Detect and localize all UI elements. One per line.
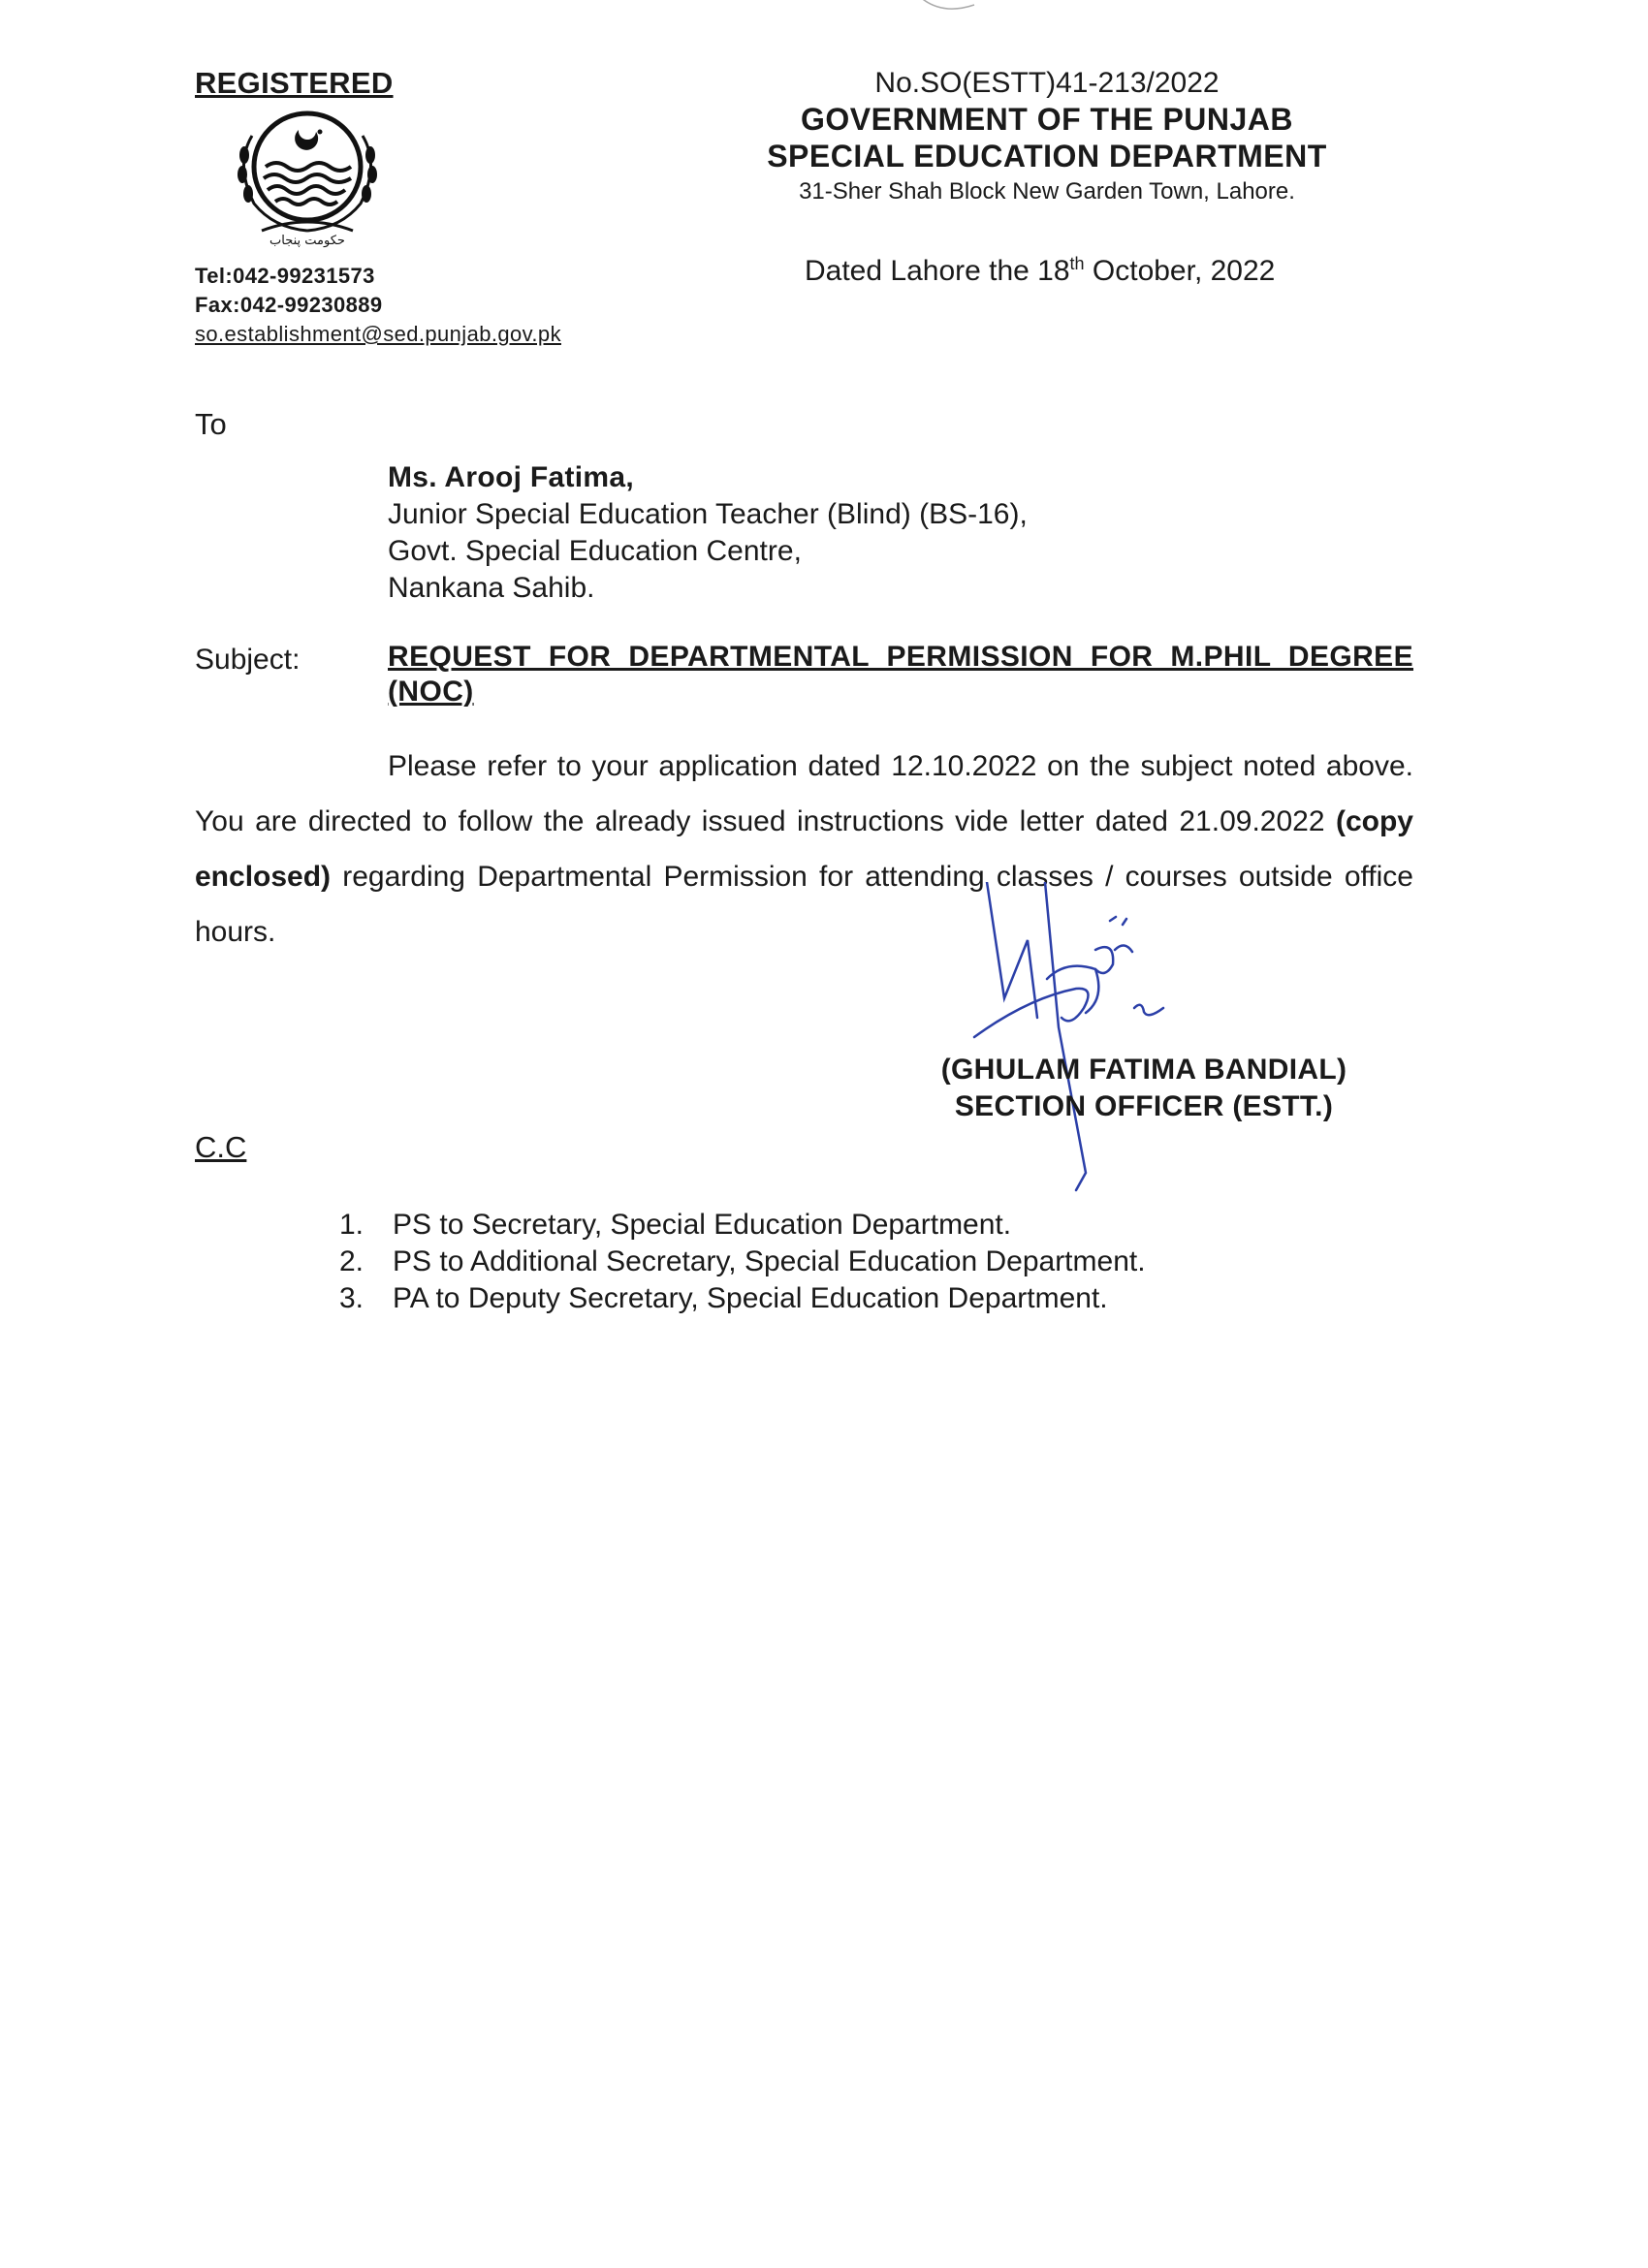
subject-label: Subject: (195, 644, 301, 676)
list-item: 3. PA to Deputy Secretary, Special Education Department. (339, 1282, 1108, 1314)
to-label: To (195, 407, 227, 441)
recipient-city: Nankana Sahib. (388, 572, 595, 604)
registered-label: REGISTERED (195, 66, 394, 100)
list-item: 1. PS to Secretary, Special Education Department. (339, 1209, 1012, 1241)
handwritten-signature (969, 882, 1202, 1192)
body-part-1: Please refer to your application dated 12.10.2022 on the subject noted above. You are directed to follow the already issued instructions vide letter dated 21.09.2022 (195, 750, 1413, 837)
telephone: Tel:042-99231573 (195, 264, 375, 288)
cc-list (339, 1207, 1146, 1317)
recipient-office: Govt. Special Education Centre, (388, 535, 802, 567)
recipient-address (388, 459, 1028, 607)
recipient-name: Ms. Arooj Fatima, (388, 461, 635, 493)
reference-number: No.SO(ESTT)41-213/2022 (874, 67, 1220, 99)
body-part-2: regarding Departmental Permission for attending classes / courses outside office hours. (195, 861, 1413, 948)
punjab-government-logo (215, 107, 399, 252)
body-bold: (copy enclosed) (195, 805, 1413, 893)
cc-label: C.C (195, 1130, 247, 1164)
list-item: 2. PS to Additional Secretary, Special Education Department. (339, 1245, 1146, 1277)
date-suffix: October, 2022 (1084, 255, 1276, 287)
signatory-block (902, 1052, 1386, 1125)
government-title: GOVERNMENT OF THE PUNJAB (800, 102, 1294, 137)
svg-text:حکومت پنجاب: حکومت پنجاب (269, 234, 345, 248)
signatory-designation: SECTION OFFICER (ESTT.) (954, 1090, 1334, 1122)
email-link[interactable]: so.establishment@sed.punjab.gov.pk (195, 322, 561, 346)
fax: Fax:042-99230889 (195, 293, 383, 317)
letterhead-header (679, 66, 1415, 207)
letter-date (805, 254, 1275, 288)
date-prefix: Dated Lahore the 18 (805, 255, 1070, 287)
department-title: SPECIAL EDUCATION DEPARTMENT (767, 139, 1327, 173)
recipient-designation: Junior Special Education Teacher (Blind) (BS-16), (388, 498, 1028, 530)
department-address: 31-Sher Shah Block New Garden Town, Lahore. (799, 178, 1295, 205)
signatory-name: (GHULAM FATIMA BANDIAL) (940, 1054, 1347, 1086)
letter-body (195, 739, 1413, 960)
date-ordinal: th (1069, 254, 1085, 273)
subject-text: REQUEST FOR DEPARTMENTAL PERMISSION FOR M.PHIL DEGREE (NOC) (388, 641, 1413, 708)
scan-mark (902, 0, 979, 29)
